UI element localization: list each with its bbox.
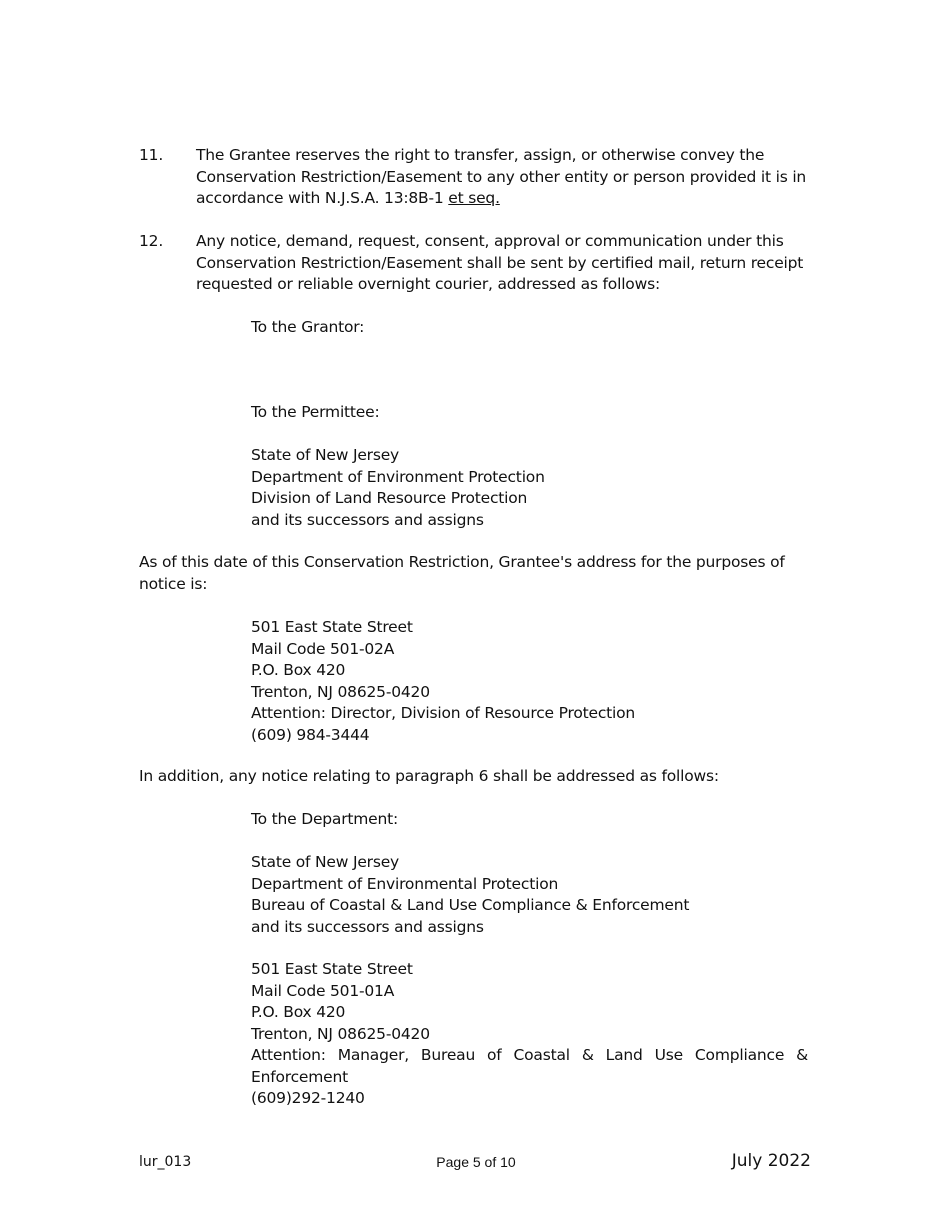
item-12-line-2: Conservation Restriction/Easement shall be sent by certified mail, return receipt bbox=[196, 253, 804, 272]
grantee-address-line: (609) 984-3444 bbox=[251, 725, 370, 744]
department-attention-line-2: Enforcement bbox=[251, 1067, 348, 1086]
department-address-line: P.O. Box 420 bbox=[251, 1003, 346, 1021]
department-line: and its successors and assigns bbox=[251, 917, 484, 936]
permittee-address bbox=[251, 445, 811, 531]
grantee-address-line: Mail Code 501-02A bbox=[251, 639, 395, 658]
footer-form-id: lur_013 bbox=[139, 1154, 192, 1170]
department-line: State of New Jersey bbox=[251, 853, 400, 871]
item-11-text bbox=[196, 145, 811, 210]
item-12-line-3: requested or reliable overnight courier, addressed as follows: bbox=[196, 275, 660, 293]
item-12-line-1: Any notice, demand, request, consent, approval or communication under this bbox=[196, 232, 784, 250]
paragraph-6-notice: In addition, any notice relating to paragraph 6 shall be addressed as follows: bbox=[139, 767, 719, 785]
grantee-notice-line-1: As of this date of this Conservation Restriction, Grantee's address for the purposes of bbox=[139, 553, 785, 571]
grantee-address-line: P.O. Box 420 bbox=[251, 661, 346, 679]
footer-page-number: Page 5 of 10 bbox=[436, 1154, 516, 1170]
grantee-address-line: Attention: Director, Division of Resource Protection bbox=[251, 704, 636, 722]
grantee-notice-line-2: notice is: bbox=[139, 574, 208, 593]
grantee-notice-paragraph bbox=[139, 552, 811, 595]
item-12-number: 12. bbox=[139, 232, 164, 250]
item-11-line-1: The Grantee reserves the right to transfer, assign, or otherwise convey the bbox=[196, 146, 765, 164]
department-address-line: Mail Code 501-01A bbox=[251, 981, 395, 1000]
permittee-line: and its successors and assigns bbox=[251, 510, 484, 529]
item-11-line-3-prefix: accordance with N.J.S.A. 13:8B-1 bbox=[196, 189, 449, 207]
permittee-line: Division of Land Resource Protection bbox=[251, 489, 528, 507]
department-line: Department of Environmental Protection bbox=[251, 874, 559, 893]
grantee-address bbox=[251, 617, 811, 746]
item-11-line-3 bbox=[196, 188, 811, 210]
permittee-heading: To the Permittee: bbox=[251, 403, 380, 421]
department-address-line: Trenton, NJ 08625-0420 bbox=[251, 1024, 430, 1043]
department-recipient bbox=[251, 852, 811, 938]
permittee-line: State of New Jersey bbox=[251, 446, 400, 464]
grantee-address-line: Trenton, NJ 08625-0420 bbox=[251, 682, 430, 701]
footer-date: July 2022 bbox=[731, 1151, 811, 1171]
department-address bbox=[251, 959, 811, 1110]
grantee-address-line: 501 East State Street bbox=[251, 618, 413, 636]
item-12-text bbox=[196, 231, 811, 296]
department-line: Bureau of Coastal & Land Use Compliance & Enforcement bbox=[251, 896, 690, 914]
department-heading: To the Department: bbox=[251, 810, 399, 828]
item-11-number: 11. bbox=[139, 146, 164, 164]
department-address-line: 501 East State Street bbox=[251, 960, 413, 978]
grantor-heading: To the Grantor: bbox=[251, 318, 365, 336]
department-attention-line-1: Attention: Manager, Bureau of Coastal & Land Use Compliance & bbox=[251, 1046, 808, 1064]
et-seq-underlined: et seq. bbox=[448, 189, 500, 207]
department-phone: (609)292-1240 bbox=[251, 1089, 365, 1107]
item-11-line-2: Conservation Restriction/Easement to any other entity or person provided it is in bbox=[196, 167, 807, 186]
permittee-line: Department of Environment Protection bbox=[251, 467, 545, 486]
